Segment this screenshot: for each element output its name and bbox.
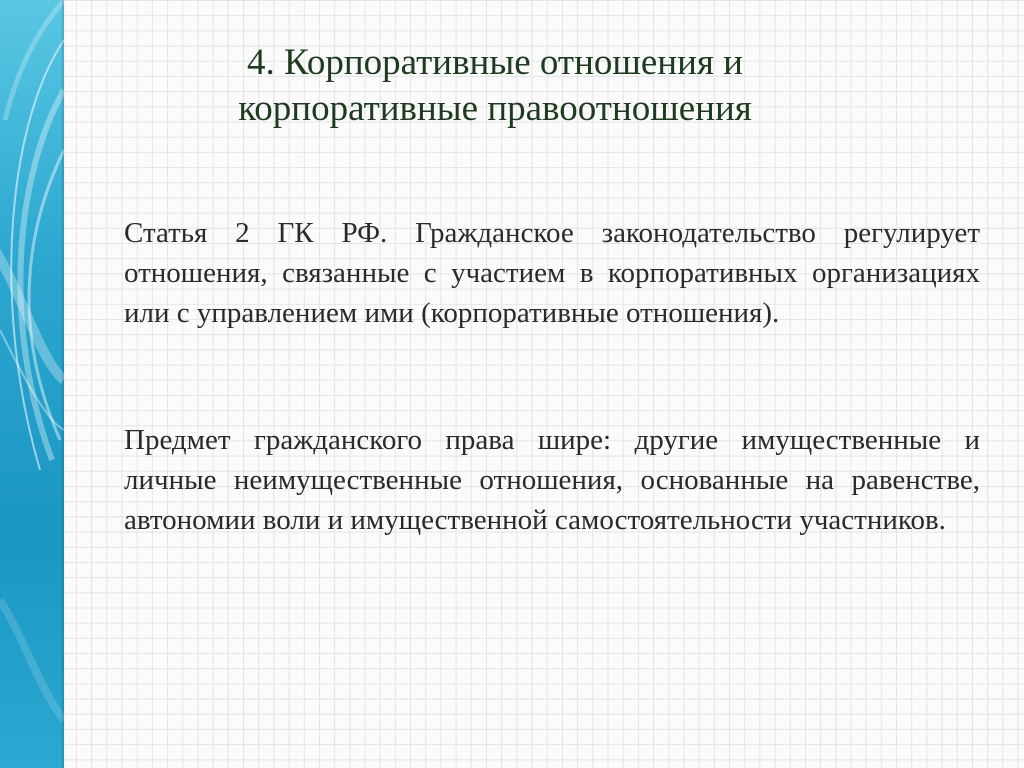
slide-title [150, 40, 840, 132]
title-line-1: 4. Корпоративные отношения и [247, 42, 743, 83]
band-shadow [62, 0, 65, 768]
title-line-2: корпоративные правоотношения [238, 88, 752, 129]
decorative-swoosh-graphic [0, 0, 64, 768]
subject-paragraph: Предмет гражданского права шире: другие имущественные и личные неимущественные отношения, основанные на равенстве, автономии воли и имущественной самостоятельности участников. [124, 424, 980, 536]
article-paragraph: Статья 2 ГК РФ. Гражданское законодательство регулирует отношения, связанные с участием в корпоративных организациях или с управлением ими (корпоративные отношения). [124, 217, 980, 329]
decorative-side-band [0, 0, 64, 768]
